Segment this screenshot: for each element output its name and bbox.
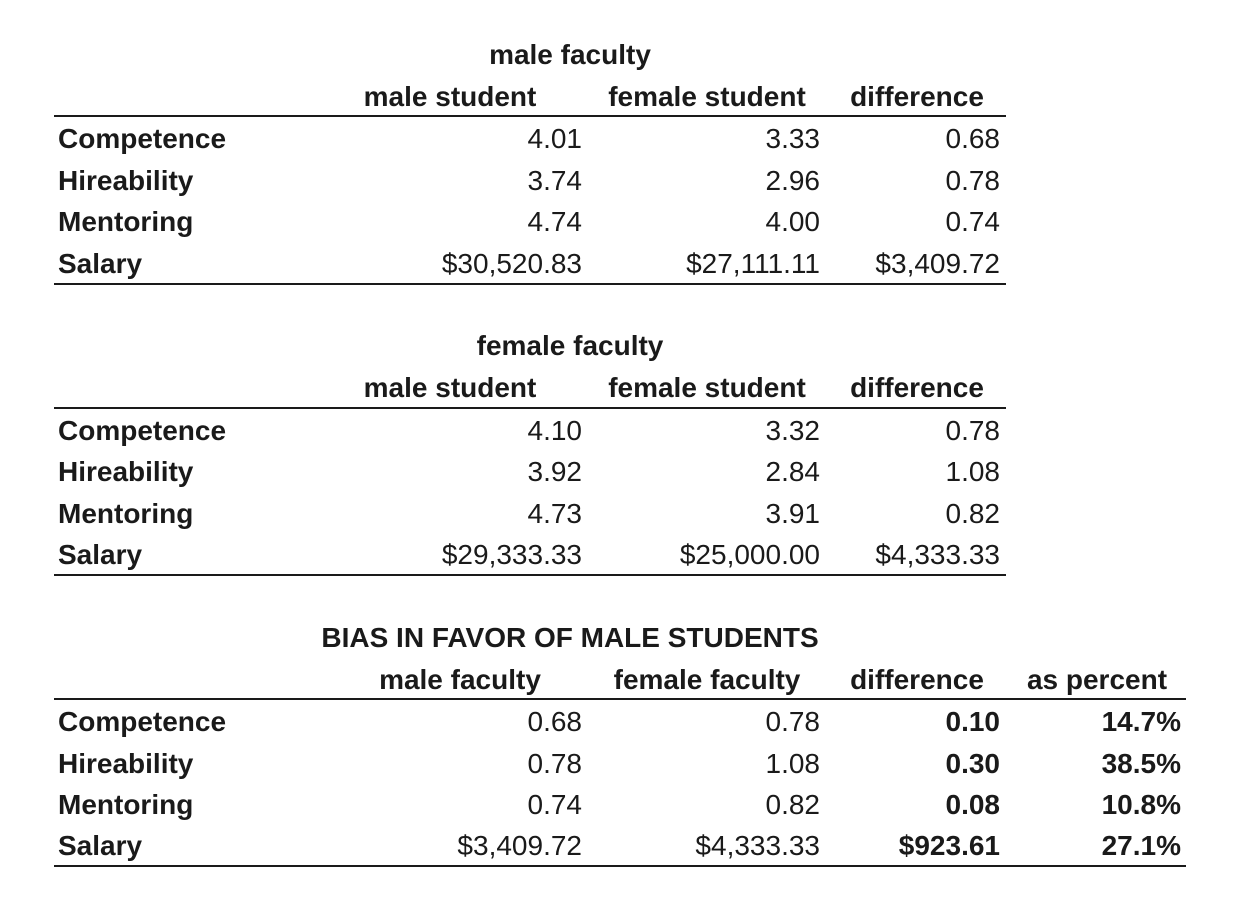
row-label: Salary bbox=[58, 830, 143, 861]
table-cell: 3.91 bbox=[765, 498, 820, 529]
table-cell: 1.08 bbox=[765, 748, 820, 779]
table-cell: 3.32 bbox=[765, 415, 820, 446]
table-cell: 0.68 bbox=[945, 123, 1000, 154]
table-cell: 0.78 bbox=[527, 748, 582, 779]
row-label: Salary bbox=[58, 248, 143, 279]
table-title: female faculty bbox=[476, 330, 664, 361]
table-cell: 0.78 bbox=[765, 706, 820, 737]
row-label: Competence bbox=[58, 706, 227, 737]
row-label: Mentoring bbox=[58, 789, 194, 820]
table-cell: 4.00 bbox=[765, 206, 820, 237]
table-cell: $25,000.00 bbox=[679, 539, 820, 570]
row-label: Mentoring bbox=[58, 498, 194, 529]
table-cell: 27.1% bbox=[1101, 830, 1181, 861]
table-cell: 1.08 bbox=[945, 456, 1000, 487]
table-cell: 0.10 bbox=[945, 706, 1000, 737]
column-header: difference bbox=[850, 664, 984, 695]
table-cell: 10.8% bbox=[1101, 789, 1181, 820]
table-cell: $4,333.33 bbox=[695, 830, 820, 861]
table-cell: $3,409.72 bbox=[875, 248, 1000, 279]
table-cell: $923.61 bbox=[898, 830, 1000, 861]
column-header: female faculty bbox=[613, 664, 801, 695]
header-rule bbox=[54, 407, 1006, 409]
table-cell: 2.96 bbox=[765, 165, 820, 196]
table-cell: 0.74 bbox=[945, 206, 1000, 237]
column-header: female student bbox=[608, 372, 806, 403]
column-header: male faculty bbox=[379, 664, 541, 695]
bottom-rule bbox=[54, 865, 1186, 867]
table-cell: 4.01 bbox=[527, 123, 582, 154]
table-cell: 0.78 bbox=[945, 165, 1000, 196]
table-cell: 38.5% bbox=[1101, 748, 1181, 779]
column-header: difference bbox=[850, 81, 984, 112]
table-cell: 0.82 bbox=[765, 789, 820, 820]
table-cell: 0.68 bbox=[527, 706, 582, 737]
table-cell: $3,409.72 bbox=[457, 830, 582, 861]
table-cell: 0.74 bbox=[527, 789, 582, 820]
column-header: male student bbox=[363, 81, 537, 112]
column-header: female student bbox=[608, 81, 806, 112]
header-rule bbox=[54, 115, 1006, 117]
table-cell: 0.78 bbox=[945, 415, 1000, 446]
table-cell: 0.82 bbox=[945, 498, 1000, 529]
bottom-rule bbox=[54, 574, 1006, 576]
column-header: male student bbox=[363, 372, 537, 403]
row-label: Hireability bbox=[58, 456, 194, 487]
table-cell: 3.74 bbox=[527, 165, 582, 196]
row-label: Salary bbox=[58, 539, 143, 570]
row-label: Competence bbox=[58, 123, 227, 154]
table-cell: 3.33 bbox=[765, 123, 820, 154]
column-header: as percent bbox=[1026, 664, 1168, 695]
table-cell: 0.08 bbox=[945, 789, 1000, 820]
header-rule bbox=[54, 698, 1186, 700]
table-cell: $29,333.33 bbox=[441, 539, 582, 570]
bottom-rule bbox=[54, 283, 1006, 285]
table-title: male faculty bbox=[489, 39, 651, 70]
column-header: difference bbox=[850, 372, 984, 403]
row-label: Mentoring bbox=[58, 206, 194, 237]
row-label: Hireability bbox=[58, 165, 194, 196]
row-label: Competence bbox=[58, 415, 227, 446]
table-cell: 2.84 bbox=[765, 456, 820, 487]
table-cell: 4.74 bbox=[527, 206, 582, 237]
table-cell: $27,111.11 bbox=[686, 248, 820, 279]
row-label: Hireability bbox=[58, 748, 194, 779]
table-cell: 14.7% bbox=[1101, 706, 1181, 737]
table-cell: $4,333.33 bbox=[875, 539, 1000, 570]
table-title: BIAS IN FAVOR OF MALE STUDENTS bbox=[321, 622, 819, 653]
table-cell: 0.30 bbox=[945, 748, 1000, 779]
table-cell: 4.10 bbox=[527, 415, 582, 446]
table-cell: 4.73 bbox=[527, 498, 582, 529]
table-cell: 3.92 bbox=[527, 456, 582, 487]
table-cell: $30,520.83 bbox=[441, 248, 582, 279]
